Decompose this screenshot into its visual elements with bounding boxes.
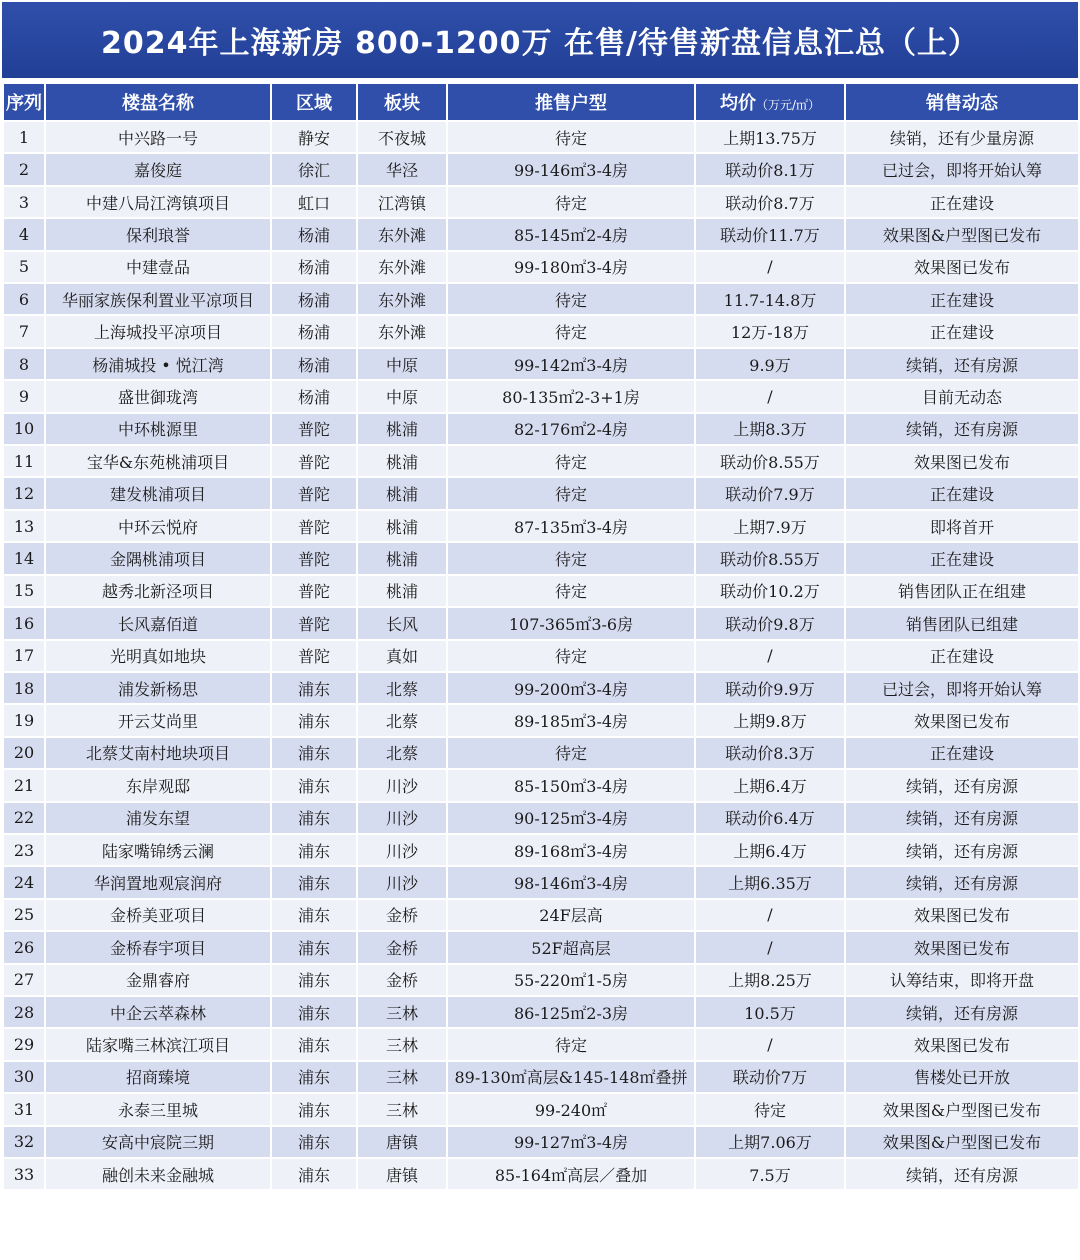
cell-block: 东外滩 <box>357 283 447 315</box>
cell-block: 金桥 <box>357 964 447 996</box>
cell-index: 1 <box>3 121 45 153</box>
table-row <box>3 704 1079 736</box>
cell-district: 杨浦 <box>271 218 357 250</box>
cell-name: 光明真如地块 <box>45 640 271 672</box>
cell-layout: 待定 <box>447 477 695 509</box>
cell-block: 桃浦 <box>357 542 447 574</box>
cell-index: 5 <box>3 251 45 283</box>
header-price <box>695 83 845 121</box>
table-row <box>3 510 1079 542</box>
cell-status: 续销，还有房源 <box>845 802 1079 834</box>
cell-index: 21 <box>3 769 45 801</box>
cell-index: 22 <box>3 802 45 834</box>
cell-layout: 52F超高层 <box>447 931 695 963</box>
cell-district: 浦东 <box>271 1158 357 1190</box>
cell-status: 销售团队正在组建 <box>845 575 1079 607</box>
cell-block: 桃浦 <box>357 575 447 607</box>
cell-name: 华丽家族保利置业平凉项目 <box>45 283 271 315</box>
cell-district: 普陀 <box>271 607 357 639</box>
cell-price: 联动价8.55万 <box>695 542 845 574</box>
cell-name: 中兴路一号 <box>45 121 271 153</box>
cell-block: 东外滩 <box>357 218 447 250</box>
cell-status: 效果图&户型图已发布 <box>845 1126 1079 1158</box>
cell-layout: 待定 <box>447 1028 695 1060</box>
header-block: 板块 <box>357 83 447 121</box>
table-row <box>3 737 1079 769</box>
header-price-label: 均价 <box>719 93 756 114</box>
cell-block: 真如 <box>357 640 447 672</box>
cell-status: 即将首开 <box>845 510 1079 542</box>
cell-status: 效果图已发布 <box>845 1028 1079 1060</box>
cell-layout: 24F层高 <box>447 899 695 931</box>
cell-name: 永泰三里城 <box>45 1093 271 1125</box>
table-row <box>3 834 1079 866</box>
cell-status: 续销，还有房源 <box>845 996 1079 1028</box>
header-name: 楼盘名称 <box>45 83 271 121</box>
cell-block: 北蔡 <box>357 672 447 704</box>
cell-name: 金隅桃浦项目 <box>45 542 271 574</box>
cell-price: 上期7.06万 <box>695 1126 845 1158</box>
cell-index: 9 <box>3 380 45 412</box>
cell-district: 浦东 <box>271 964 357 996</box>
cell-price: 联动价7.9万 <box>695 477 845 509</box>
cell-block: 长风 <box>357 607 447 639</box>
cell-price: 待定 <box>695 1093 845 1125</box>
cell-price: 联动价9.8万 <box>695 607 845 639</box>
cell-block: 华泾 <box>357 153 447 185</box>
cell-name: 保利琅誉 <box>45 218 271 250</box>
cell-block: 三林 <box>357 1061 447 1093</box>
table-row <box>3 964 1079 996</box>
cell-name: 融创未来金融城 <box>45 1158 271 1190</box>
cell-name: 浦发东望 <box>45 802 271 834</box>
cell-status: 正在建设 <box>845 315 1079 347</box>
cell-name: 陆家嘴三林滨江项目 <box>45 1028 271 1060</box>
cell-block: 北蔡 <box>357 704 447 736</box>
cell-status: 售楼处已开放 <box>845 1061 1079 1093</box>
cell-name: 北蔡艾南村地块项目 <box>45 737 271 769</box>
cell-block: 中原 <box>357 348 447 380</box>
cell-index: 31 <box>3 1093 45 1125</box>
cell-status: 效果图已发布 <box>845 899 1079 931</box>
cell-status: 效果图已发布 <box>845 704 1079 736</box>
cell-district: 浦东 <box>271 1061 357 1093</box>
listing-table <box>2 82 1080 1191</box>
cell-layout: 待定 <box>447 283 695 315</box>
cell-price: 联动价7万 <box>695 1061 845 1093</box>
cell-layout: 99-180㎡3-4房 <box>447 251 695 283</box>
cell-layout: 99-200㎡3-4房 <box>447 672 695 704</box>
cell-layout: 89-185㎡3-4房 <box>447 704 695 736</box>
cell-price: 联动价11.7万 <box>695 218 845 250</box>
table-row <box>3 769 1079 801</box>
table-row <box>3 866 1079 898</box>
cell-district: 浦东 <box>271 931 357 963</box>
cell-name: 金桥春宇项目 <box>45 931 271 963</box>
cell-index: 26 <box>3 931 45 963</box>
cell-layout: 85-145㎡2-4房 <box>447 218 695 250</box>
header-price-unit: （万元/㎡） <box>755 98 821 112</box>
cell-price: 上期6.4万 <box>695 834 845 866</box>
cell-block: 东外滩 <box>357 251 447 283</box>
cell-name: 中建八局江湾镇项目 <box>45 186 271 218</box>
cell-status: 效果图&户型图已发布 <box>845 218 1079 250</box>
cell-layout: 87-135㎡3-4房 <box>447 510 695 542</box>
table-row <box>3 283 1079 315</box>
cell-name: 宝华&东苑桃浦项目 <box>45 445 271 477</box>
cell-price: 9.9万 <box>695 348 845 380</box>
cell-price: 上期6.4万 <box>695 769 845 801</box>
cell-district: 普陀 <box>271 542 357 574</box>
table-row <box>3 996 1079 1028</box>
table-row <box>3 477 1079 509</box>
cell-district: 虹口 <box>271 186 357 218</box>
cell-index: 29 <box>3 1028 45 1060</box>
cell-status: 续销，还有房源 <box>845 769 1079 801</box>
cell-price: 7.5万 <box>695 1158 845 1190</box>
cell-block: 北蔡 <box>357 737 447 769</box>
cell-index: 8 <box>3 348 45 380</box>
cell-status: 正在建设 <box>845 186 1079 218</box>
cell-index: 25 <box>3 899 45 931</box>
cell-layout: 待定 <box>447 445 695 477</box>
header-district: 区域 <box>271 83 357 121</box>
cell-layout: 82-176㎡2-4房 <box>447 413 695 445</box>
cell-layout: 89-130㎡高层&145-148㎡叠拼 <box>447 1061 695 1093</box>
cell-district: 静安 <box>271 121 357 153</box>
table-body <box>3 121 1079 1190</box>
cell-district: 杨浦 <box>271 283 357 315</box>
cell-name: 东岸观邸 <box>45 769 271 801</box>
cell-status: 效果图已发布 <box>845 931 1079 963</box>
cell-district: 浦东 <box>271 769 357 801</box>
cell-status: 认筹结束，即将开盘 <box>845 964 1079 996</box>
cell-name: 中环云悦府 <box>45 510 271 542</box>
cell-layout: 85-150㎡3-4房 <box>447 769 695 801</box>
cell-price: / <box>695 1028 845 1060</box>
cell-price: / <box>695 931 845 963</box>
cell-index: 16 <box>3 607 45 639</box>
cell-status: 已过会，即将开始认筹 <box>845 672 1079 704</box>
cell-block: 唐镇 <box>357 1158 447 1190</box>
cell-district: 浦东 <box>271 802 357 834</box>
cell-district: 徐汇 <box>271 153 357 185</box>
cell-index: 6 <box>3 283 45 315</box>
header-status: 销售动态 <box>845 83 1079 121</box>
table-row <box>3 380 1079 412</box>
cell-district: 普陀 <box>271 413 357 445</box>
table-row <box>3 186 1079 218</box>
cell-name: 开云艾尚里 <box>45 704 271 736</box>
cell-price: / <box>695 640 845 672</box>
cell-index: 24 <box>3 866 45 898</box>
cell-layout: 99-240㎡ <box>447 1093 695 1125</box>
cell-layout: 89-168㎡3-4房 <box>447 834 695 866</box>
cell-status: 正在建设 <box>845 640 1079 672</box>
table-row <box>3 1158 1079 1190</box>
cell-index: 33 <box>3 1158 45 1190</box>
cell-layout: 待定 <box>447 640 695 672</box>
cell-price: 联动价8.1万 <box>695 153 845 185</box>
cell-index: 27 <box>3 964 45 996</box>
cell-block: 桃浦 <box>357 413 447 445</box>
table-row <box>3 931 1079 963</box>
table-row <box>3 575 1079 607</box>
cell-index: 32 <box>3 1126 45 1158</box>
cell-status: 正在建设 <box>845 283 1079 315</box>
cell-district: 杨浦 <box>271 380 357 412</box>
cell-layout: 99-146㎡3-4房 <box>447 153 695 185</box>
cell-layout: 55-220㎡1-5房 <box>447 964 695 996</box>
cell-layout: 待定 <box>447 121 695 153</box>
cell-status: 续销，还有房源 <box>845 348 1079 380</box>
cell-status: 续销，还有少量房源 <box>845 121 1079 153</box>
cell-status: 效果图&户型图已发布 <box>845 1093 1079 1125</box>
cell-layout: 90-125㎡3-4房 <box>447 802 695 834</box>
cell-status: 续销，还有房源 <box>845 834 1079 866</box>
cell-name: 杨浦城投 • 悦江湾 <box>45 348 271 380</box>
cell-status: 续销，还有房源 <box>845 1158 1079 1190</box>
cell-layout: 待定 <box>447 737 695 769</box>
page-title: 2024年上海新房 800-1200万 在售/待售新盘信息汇总（上） <box>2 2 1078 78</box>
cell-layout: 待定 <box>447 575 695 607</box>
cell-block: 三林 <box>357 1028 447 1060</box>
cell-name: 中建壹品 <box>45 251 271 283</box>
cell-status: 已过会，即将开始认筹 <box>845 153 1079 185</box>
table-row <box>3 218 1079 250</box>
cell-name: 华润置地观宸润府 <box>45 866 271 898</box>
cell-layout: 待定 <box>447 542 695 574</box>
cell-block: 桃浦 <box>357 445 447 477</box>
cell-block: 东外滩 <box>357 315 447 347</box>
cell-name: 嘉俊庭 <box>45 153 271 185</box>
cell-price: 联动价9.9万 <box>695 672 845 704</box>
table-row <box>3 315 1079 347</box>
table-row <box>3 672 1079 704</box>
cell-name: 长风嘉佰道 <box>45 607 271 639</box>
cell-name: 金鼎睿府 <box>45 964 271 996</box>
cell-district: 普陀 <box>271 575 357 607</box>
cell-district: 杨浦 <box>271 251 357 283</box>
cell-index: 3 <box>3 186 45 218</box>
table-row <box>3 121 1079 153</box>
cell-status: 目前无动态 <box>845 380 1079 412</box>
cell-price: / <box>695 380 845 412</box>
cell-price: 联动价10.2万 <box>695 575 845 607</box>
table-row <box>3 607 1079 639</box>
cell-block: 川沙 <box>357 834 447 866</box>
cell-price: 联动价8.7万 <box>695 186 845 218</box>
header-layout: 推售户型 <box>447 83 695 121</box>
cell-layout: 待定 <box>447 315 695 347</box>
cell-index: 18 <box>3 672 45 704</box>
cell-index: 12 <box>3 477 45 509</box>
cell-price: 11.7-14.8万 <box>695 283 845 315</box>
table-row <box>3 802 1079 834</box>
cell-block: 川沙 <box>357 802 447 834</box>
cell-price: / <box>695 899 845 931</box>
cell-price: 上期7.9万 <box>695 510 845 542</box>
cell-district: 浦东 <box>271 899 357 931</box>
cell-district: 浦东 <box>271 866 357 898</box>
cell-district: 浦东 <box>271 1126 357 1158</box>
cell-name: 上海城投平凉项目 <box>45 315 271 347</box>
cell-district: 普陀 <box>271 477 357 509</box>
cell-index: 15 <box>3 575 45 607</box>
cell-index: 30 <box>3 1061 45 1093</box>
cell-index: 17 <box>3 640 45 672</box>
cell-status: 效果图已发布 <box>845 445 1079 477</box>
table-row <box>3 640 1079 672</box>
cell-price: 上期9.8万 <box>695 704 845 736</box>
cell-index: 7 <box>3 315 45 347</box>
cell-price: 上期13.75万 <box>695 121 845 153</box>
cell-block: 不夜城 <box>357 121 447 153</box>
table-row <box>3 153 1079 185</box>
cell-name: 越秀北新泾项目 <box>45 575 271 607</box>
cell-block: 桃浦 <box>357 477 447 509</box>
cell-block: 金桥 <box>357 931 447 963</box>
cell-index: 19 <box>3 704 45 736</box>
table-row <box>3 1126 1079 1158</box>
table-row <box>3 1028 1079 1060</box>
cell-index: 20 <box>3 737 45 769</box>
cell-layout: 待定 <box>447 186 695 218</box>
cell-district: 浦东 <box>271 704 357 736</box>
header-row <box>3 83 1079 121</box>
cell-block: 川沙 <box>357 769 447 801</box>
cell-layout: 86-125㎡2-3房 <box>447 996 695 1028</box>
cell-index: 10 <box>3 413 45 445</box>
cell-price: 上期8.25万 <box>695 964 845 996</box>
cell-status: 正在建设 <box>845 477 1079 509</box>
cell-price: 12万-18万 <box>695 315 845 347</box>
cell-name: 中企云萃森林 <box>45 996 271 1028</box>
cell-block: 江湾镇 <box>357 186 447 218</box>
cell-block: 桃浦 <box>357 510 447 542</box>
cell-price: 10.5万 <box>695 996 845 1028</box>
header-index: 序列 <box>3 83 45 121</box>
cell-index: 4 <box>3 218 45 250</box>
table-row <box>3 251 1079 283</box>
cell-status: 正在建设 <box>845 737 1079 769</box>
cell-district: 浦东 <box>271 996 357 1028</box>
cell-price: / <box>695 251 845 283</box>
table-row <box>3 1093 1079 1125</box>
cell-status: 销售团队已组建 <box>845 607 1079 639</box>
cell-layout: 85-164㎡高层／叠加 <box>447 1158 695 1190</box>
cell-index: 2 <box>3 153 45 185</box>
table-row <box>3 542 1079 574</box>
cell-index: 28 <box>3 996 45 1028</box>
cell-name: 金桥美亚项目 <box>45 899 271 931</box>
cell-name: 陆家嘴锦绣云澜 <box>45 834 271 866</box>
cell-district: 杨浦 <box>271 315 357 347</box>
table-row <box>3 899 1079 931</box>
cell-block: 金桥 <box>357 899 447 931</box>
cell-name: 盛世御珑湾 <box>45 380 271 412</box>
cell-status: 续销，还有房源 <box>845 866 1079 898</box>
cell-layout: 80-135㎡2-3+1房 <box>447 380 695 412</box>
cell-status: 正在建设 <box>845 542 1079 574</box>
cell-status: 效果图已发布 <box>845 251 1079 283</box>
cell-name: 安高中宸院三期 <box>45 1126 271 1158</box>
cell-district: 普陀 <box>271 445 357 477</box>
cell-block: 中原 <box>357 380 447 412</box>
table-row <box>3 1061 1079 1093</box>
table-row <box>3 445 1079 477</box>
cell-block: 三林 <box>357 996 447 1028</box>
cell-name: 建发桃浦项目 <box>45 477 271 509</box>
cell-district: 浦东 <box>271 834 357 866</box>
cell-district: 普陀 <box>271 640 357 672</box>
cell-price: 上期6.35万 <box>695 866 845 898</box>
cell-district: 浦东 <box>271 1028 357 1060</box>
cell-layout: 99-142㎡3-4房 <box>447 348 695 380</box>
cell-name: 浦发新杨思 <box>45 672 271 704</box>
table-row <box>3 413 1079 445</box>
cell-block: 唐镇 <box>357 1126 447 1158</box>
cell-name: 招商臻境 <box>45 1061 271 1093</box>
cell-status: 续销，还有房源 <box>845 413 1079 445</box>
table-row <box>3 348 1079 380</box>
cell-layout: 99-127㎡3-4房 <box>447 1126 695 1158</box>
cell-index: 23 <box>3 834 45 866</box>
cell-index: 13 <box>3 510 45 542</box>
cell-district: 浦东 <box>271 737 357 769</box>
cell-layout: 98-146㎡3-4房 <box>447 866 695 898</box>
cell-district: 普陀 <box>271 510 357 542</box>
cell-block: 三林 <box>357 1093 447 1125</box>
cell-price: 联动价8.3万 <box>695 737 845 769</box>
cell-district: 浦东 <box>271 672 357 704</box>
cell-price: 上期8.3万 <box>695 413 845 445</box>
cell-district: 浦东 <box>271 1093 357 1125</box>
cell-district: 杨浦 <box>271 348 357 380</box>
cell-index: 14 <box>3 542 45 574</box>
cell-name: 中环桃源里 <box>45 413 271 445</box>
cell-block: 川沙 <box>357 866 447 898</box>
cell-layout: 107-365㎡3-6房 <box>447 607 695 639</box>
cell-price: 联动价6.4万 <box>695 802 845 834</box>
cell-price: 联动价8.55万 <box>695 445 845 477</box>
cell-index: 11 <box>3 445 45 477</box>
